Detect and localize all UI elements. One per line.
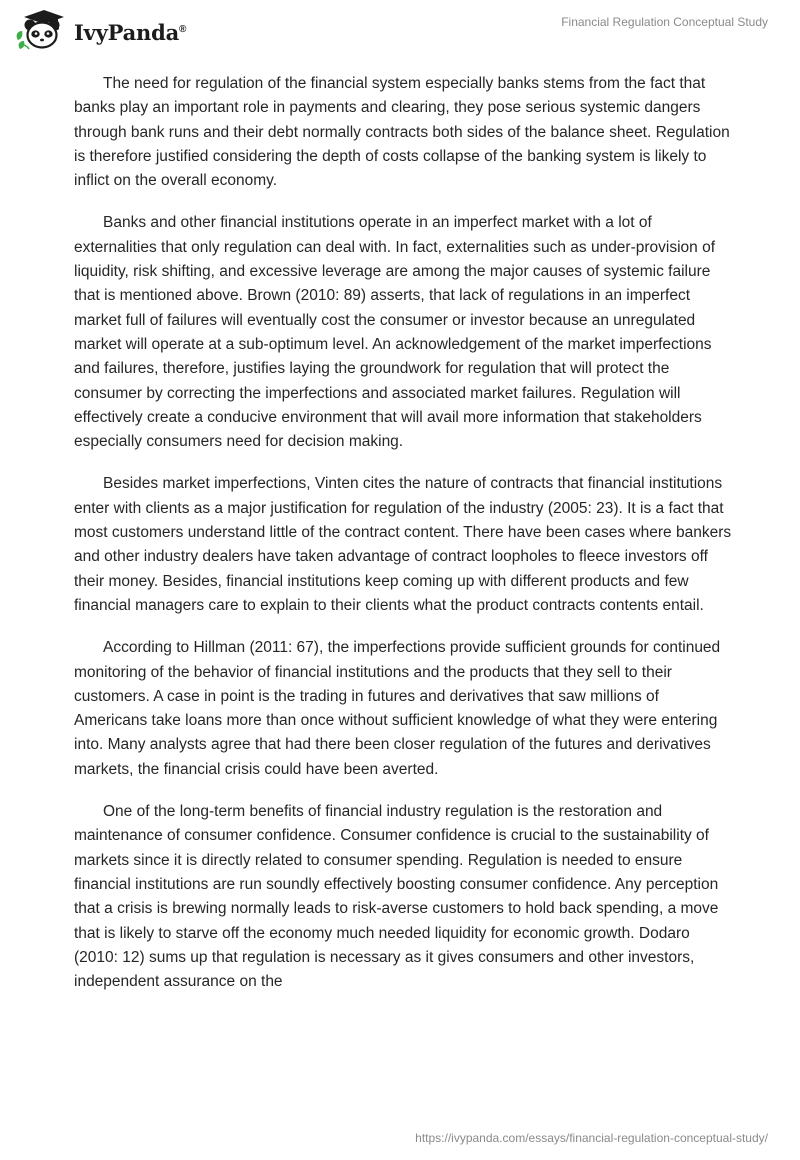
paragraph-4: According to Hillman (2011: 67), the imperfections provide sufficient grounds for continued monitoring of the behavior of financial institutions and the products that they sell to their customers. A case in point is the trading in futures and derivatives that saw millions of Americans take loans more than once without sufficient knowledge of what they were entering into. Many analysts agree that had there been closer regulation of the futures and derivatives markets, the financial crisis could have been averted. bbox=[74, 639, 721, 778]
page-header bbox=[0, 0, 800, 60]
ivypanda-logo[interactable] bbox=[14, 8, 186, 54]
essay-body bbox=[74, 72, 732, 1012]
source-url-link[interactable]: https://ivypanda.com/essays/financial-regulation-conceptual-study/ bbox=[415, 1131, 768, 1145]
paragraph-2: Banks and other financial institutions operate in an imperfect market with a lot of externalities that only regulation can deal with. In fact, externalities such as under-provision of liquidity, risk shifting, and excessive leverage are among the major causes of systemic failure that is mentioned above. Brown (2010: 89) asserts, that lack of regulations in an imperfect market full of failures will eventually cost the consumer or investor because an unregulated market will operate at a sub-optimum level. An acknowledgement of the market imperfections and failures, therefore, justifies laying the groundwork for regulation that will protect the consumer by correcting the imperfections and associated market failures. Regulation will effectively create a conducive environment that will avail more information that stakeholders especially consumers need for decision making. bbox=[74, 214, 716, 451]
paragraph-5: One of the long-term benefits of financial industry regulation is the restoration and maintenance of consumer confidence. Consumer confidence is crucial to the sustainability of markets since it is directly related to consumer spending. Regulation is needed to ensure financial institutions are run soundly effectively boosting consumer confidence. Any perception that a crisis is brewing normally leads to risk-averse customers to hold back spending, a move that is likely to starve off the economy much needed liquidity for economic growth. Dodaro (2010: 12) sums up that regulation is necessary as it gives consumers and other investors, independent assurance on the bbox=[74, 803, 719, 991]
document-title: Financial Regulation Conceptual Study bbox=[561, 15, 768, 29]
panda-graduate-icon bbox=[14, 8, 70, 54]
registered-mark: ® bbox=[179, 23, 187, 35]
brand-name-text: IvyPanda bbox=[74, 19, 180, 45]
brand-name bbox=[74, 20, 186, 45]
paragraph-1: The need for regulation of the financial system especially banks stems from the fact that banks play an important role in payments and clearing, they pose serious systemic dangers through bank runs and their debt normally contracts both sides of the balance sheet. Regulation is therefore justified considering the depth of costs collapse of the banking system is likely to inflict on the overall economy. bbox=[74, 75, 730, 190]
paragraph-3: Besides market imperfections, Vinten cites the nature of contracts that financial institutions enter with clients as a major justification for regulation of the industry (2005: 23). It is a fact that most customers understand little of the contract content. There have been cases where bankers and other industry dealers have taken advantage of contract loopholes to fleece investors off their money. Besides, financial institutions keep coming up with different products and few financial managers care to explain to their clients what the product contracts contents entail. bbox=[74, 475, 732, 614]
